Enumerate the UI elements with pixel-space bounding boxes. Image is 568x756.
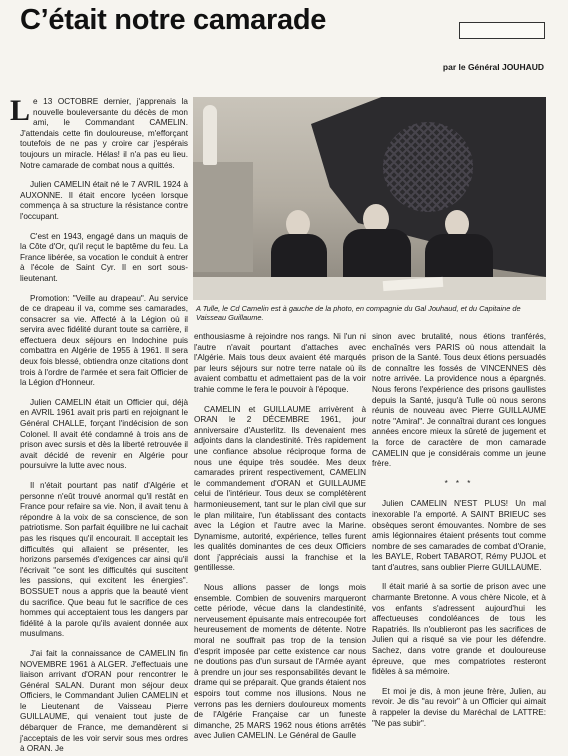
article-headline: C’était notre camarade — [20, 4, 327, 36]
col1-paragraph-1 — [10, 94, 188, 171]
col1-paragraph-6: Il n'était pourtant pas natif d'Algérie et personne n'eût trouvé anormal qu'il restât en France pour refaire sa vie. Non, il avait tenu à répondre à la voix de sa conscience, de son patriotisme. Son parfait équilibre ne lui cachait pas les risques qu'il encourait. Il acceptait les difficultés qui allaient se présenter, les horizons parsemés d'exigences car ainsi qu'il l'écrivait "ce sont les difficultés qui suscitent les passions, qui excitent les énergies". BOSSUET nous a appris que la beauté vient du sacrifice. Que beau fut le sacrifice de ces hommes qui acceptaient tous les dangers par fidélité à la parole qu'ils avaient donnée aux musulmans. — [20, 481, 188, 639]
col2-paragraph-3: Nous allions passer de longs mois ensemble. Combien de souvenirs marqueront cette période, vécue dans la clandestinité, nerveusement épuisante mais entrecoupée fort heureusement de moments de détente. Notre moral ne souffrait pas trop de la tension d'esprit imposée par cette existence car nous ne doutions pas d'un sursaut de l'Armée ayant à prendre un jour ses responsabilités devant le drame qui se préparait. Que grands étaient nos espoirs tout comme nos illusions. Nous ne verrons pas les derniers douloureux moments de l'Algérie Française car un funeste dimanche, 25 MARS 1962 nous étions arrêtés avec Julien CAMELIN. Le Général de Gaulle — [194, 583, 366, 741]
col3-paragraph-2: Julien CAMELIN N'EST PLUS! Un mal inexorable l'a emporté. A SAINT BRIEUC ses obsèques seront émouvantes. Nombre de ses amis légionnaires étaient présents tout comme nombre de ses camarades de combat d'Oranie, les BAYLE, Robert TABAROT, Rémy PUJOL et tant d'autres, sans oublier Pierre GUILLAUME. — [372, 499, 546, 572]
photo-flag-emblem — [383, 122, 473, 212]
column-2 — [194, 332, 366, 752]
col1-paragraph-5: Julien CAMELIN était un Officier qui, déjà en AVRIL 1961 avait pris parti en rejoignant le Général CHALLE, forçant l'indécision de son Colonel. Il avait été condamné à trois ans de prison avec sursis et dès la liberté retrouvée il avait décidé de revenir en Algérie pour poursuivre la lutte avec nous. — [20, 397, 188, 471]
photo-table — [193, 277, 546, 300]
col2-paragraph-2: CAMELIN et GUILLAUME arrivèrent à ORAN le 2 DÉCEMBRE 1961, jour anniversaire d'Austerlitz. Ils devenaient mes adjoints dans la clandestinité. Très rapidement une confiance absolue réciproque forma de nous une équipe très soudée. Mes deux camarades prirent respectivement, CAMELIN le commandement d'ORAN et GUILLAUME celui de l'intérieur. Tous deux se complétèrent harmonieusement, tant sur le plan civil que sur le plan militaire, l'un établissant des contacts avec la Légion et l'autre avec la Marine. Dynamisme, autorité, expérience, telles furent les qualités dominantes de ces deux Officiers dont j'appréciais aussi la franchise et la gentillesse. — [194, 404, 366, 573]
col1-paragraph-2: Julien CAMELIN était né le 7 AVRIL 1924 à AUXONNE. Il était encore lycéen lorsque commença à sa structure la résistance contre l'occupant. — [20, 180, 188, 221]
photo-caption: A Tulle, le Cd Camelin est à gauche de la photo, en compagnie du Gal Jouhaud, et du Capitaine de Vaisseau Guillaume. — [196, 304, 521, 323]
col1-paragraph-4: Promotion: "Veille au drapeau". Au service de ce drapeau il va, comme ses camarades, consacrer sa vie. Affecté à la Légion où il servira avec fidélité durant toute sa carrière, il effectuera deux séjours en Indochine puis combattra en Algérie de 1955 à 1961. Il sera deux fois blessé, obtiendra onze citations dont trois à l'ordre de l'armée et sera fait Officier de la Légion d'Honneur. — [20, 293, 188, 388]
headline-box — [459, 22, 545, 39]
col2-paragraph-1: enthousiasme à rejoindre nos rangs. Ni l'un ni l'autre n'avait pourtant d'attaches avec l'Algérie. Mais tous deux avaient été marqués par leurs séjours sur notre terre natale où ils avaient combattu et admettaient pas de la voir trahie comme le fera le pouvoir à l'époque. — [194, 332, 366, 394]
article-photo — [193, 97, 546, 300]
section-separator-stars: * * * — [444, 478, 474, 488]
column-3 — [372, 332, 546, 752]
col3-paragraph-1: sinon avec brutalité, nous étions tranférés, enchaînés vers PARIS où nous attendait la prison de la Santé. Tous deux étions persuadés de connaître les fossés de VINCENNES dès notre arrivée. La providence nous a épargnés. Nous ferons l'expérience des prisons gaullistes depuis la Santé, jusqu'à Tulle où nous serons réunis de nouveau avec Pierre GUILLAUME notre "Amiral". Je connaîtrai durant ces longues années encore mieux la sûreté de jugement et la force de caractère de mon camarade CAMELIN que je considérais comme un jeune frère. — [372, 332, 546, 469]
photo-statuette — [203, 105, 217, 165]
col1-p1-text: e 13 OCTOBRE dernier, j'apprenais la nouvelle bouleversante du décès de mon ami, le Commandant CAMELIN. J'attendais cette fin douloureuse, m'efforçant toutefois de ne pas y croire car j'espérais toujours un miracle. Hélas! il n'a pas eu lieu. Notre camarade de combat nous a quittés. — [20, 97, 188, 170]
article-byline: par le Général JOUHAUD — [442, 62, 544, 72]
col3-paragraph-3: Il était marié à sa sortie de prison avec une charmante Bretonne. A vous chère Nicole, et à vos enfants s'adressent aujourd'hui les affectueuses condoléances de tous les Rapatriés. Ils n'oublieront pas les sacrifices de Julien qui a risqué sa vie pour les défendre. Sachez, dans votre grande et douloureuse épreuve, que mes compatriotes resteront fidèles à sa mémoire. — [372, 582, 546, 677]
photo-window — [193, 162, 253, 272]
col3-paragraph-4: Et moi je dis, à mon jeune frère, Julien, au revoir. Je dis "au revoir" à un Officier qui aimait à rappeler la devise du Maréchal de LATTRE: "Ne pas subir". — [372, 686, 546, 728]
dropcap-letter: L — [10, 94, 31, 127]
col1-paragraph-3: C'est en 1943, engagé dans un maquis de la Côte d'Or, qu'il reçut le baptême du feu. La France libérée, sa vocation le conduit à entrer à l'école de Saint Cyr. Il en sort sous-lieutenant. — [20, 231, 188, 283]
col1-paragraph-7: J'ai fait la connaissance de CAMELIN fin NOVEMBRE 1961 à ALGER. J'effectuais une liaison arrivant d'ORAN pour rencontrer le Général SALAN. Durant mon séjour deux Officiers, le Commandant Julien CAMELIN et le Lieutenant de Vaisseau Pierre GUILLAUME, qui venaient tout juste de débarquer de France, me demandèrent si j'acceptais de les voir servir sous mes ordres à ORAN. Je — [20, 648, 188, 754]
column-1 — [10, 94, 188, 754]
